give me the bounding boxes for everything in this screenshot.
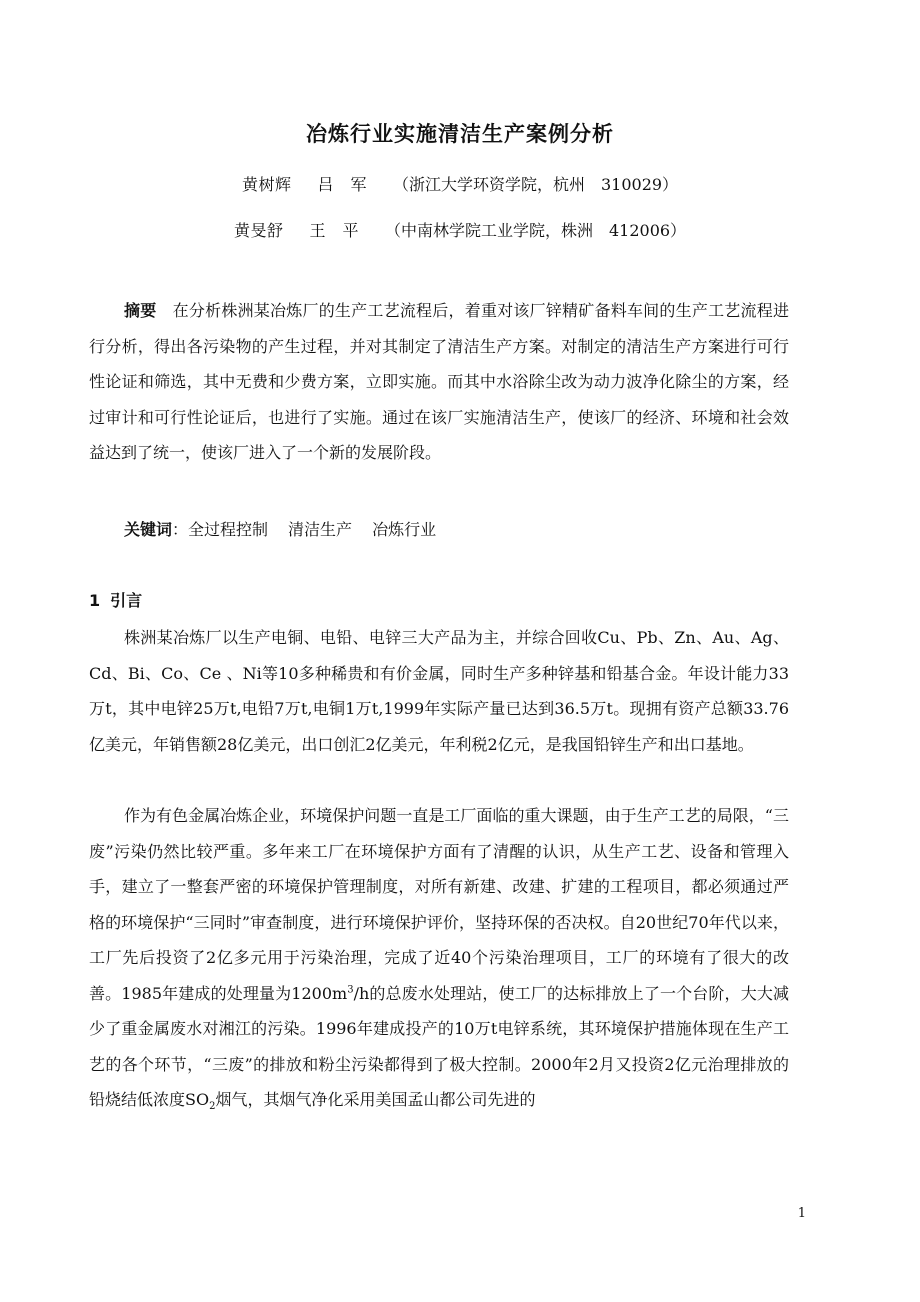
paper-title: 冶炼行业实施清洁生产案例分析 [306,122,614,146]
intro-paragraph-2 [89,798,789,1118]
author-name: 王 平 [309,221,359,240]
page-number: 1 [797,1206,806,1221]
keyword: 清洁生产 [288,520,353,539]
author-name: 黄旻舒 [233,221,284,240]
abstract-label: 摘要 [124,301,157,320]
intro-paragraph-1: 株洲某冶炼厂以生产电铜、电铅、电锌三大产品为主，并综合回收Cu、Pb、Zn、Au、Ag、Cd、Bi、Co、Ce 、Ni等10多种稀贵和有价金属，同时生产多种锌基和铅基合金。年设计能力33万t，其中电锌25万t,电铅7万t,电铜1万t,1999年实际产量已达到36.5万t。现拥有资产总额33.76亿美元，年销售额28亿美元，出口创汇2亿美元，年利税2亿元，是我国铅锌生产和出口基地。 [89,628,789,754]
author-name: 吕 军 [317,175,367,194]
author-affiliation: （浙江大学环资学院，杭州 310029） [392,175,679,194]
section-heading [89,588,142,611]
keywords-label: 关键词 [124,520,173,539]
paragraph-text: 作为有色金属冶炼企业，环境保护问题一直是工厂面临的重大课题，由于生产工艺的局限，“三废”污染仍然比较严重。多年来工厂在环境保护方面有了清醒的认识，从生产工艺、设备和管理入手，建立了一整套严密的环境保护管理制度，对所有新建、改建、扩建的工程项目，都必须通过严格的环境保护“三同时”审查制度，进行环境保护评价，坚持环保的否决权。自20世纪70年代以来，工厂先后投资了2亿多元用于污染治理，完成了近40个污染治理项目，工厂的环境有了很大的改善。1985年建成的处理量为1200m [89,806,789,1003]
author-line-1 [0,172,920,195]
abstract-text: 在分析株洲某冶炼厂的生产工艺流程后，着重对该厂锌精矿备料车间的生产工艺流程进行分析，得出各污染物的产生过程，并对其制定了清洁生产方案。对制定的清洁生产方案进行可行性论证和筛选，其中无费和少费方案，立即实施。而其中水浴除尘改为动力波净化除尘的方案，经过审计和可行性论证后，也进行了实施。通过在该厂实施清洁生产，使该厂的经济、环境和社会效益达到了统一，使该厂进入了一个新的发展阶段。 [89,301,789,462]
section-title: 引言 [110,591,143,610]
keywords-paragraph [89,512,789,548]
author-name: 黄树辉 [241,175,292,194]
paragraph-text: 烟气，其烟气净化采用美国孟山都公司先进的 [215,1090,536,1109]
author-line-2 [0,218,920,241]
keyword: 冶炼行业 [372,520,437,539]
keyword: 全过程控制 [188,520,269,539]
author-affiliation: （中南林学院工业学院，株洲 412006） [384,221,687,240]
paragraph-text: /h的总废水处理站，使工厂的达标排放上了一个台阶，大大减少了重金属废水对湘江的污染。1996年建成投产的10万t电锌系统，其环境保护措施体现在生产工艺的各个环节，“三废”的排放和粉尘污染都得到了极大控制。2000年2月又投资2亿元治理排放的铅烧结低浓度SO [89,983,789,1109]
subscript: 2 [209,1101,216,1113]
abstract-paragraph [89,293,789,471]
section-number: 1 [89,591,101,610]
keywords-separator: ： [172,520,189,539]
superscript: 3 [347,984,354,996]
